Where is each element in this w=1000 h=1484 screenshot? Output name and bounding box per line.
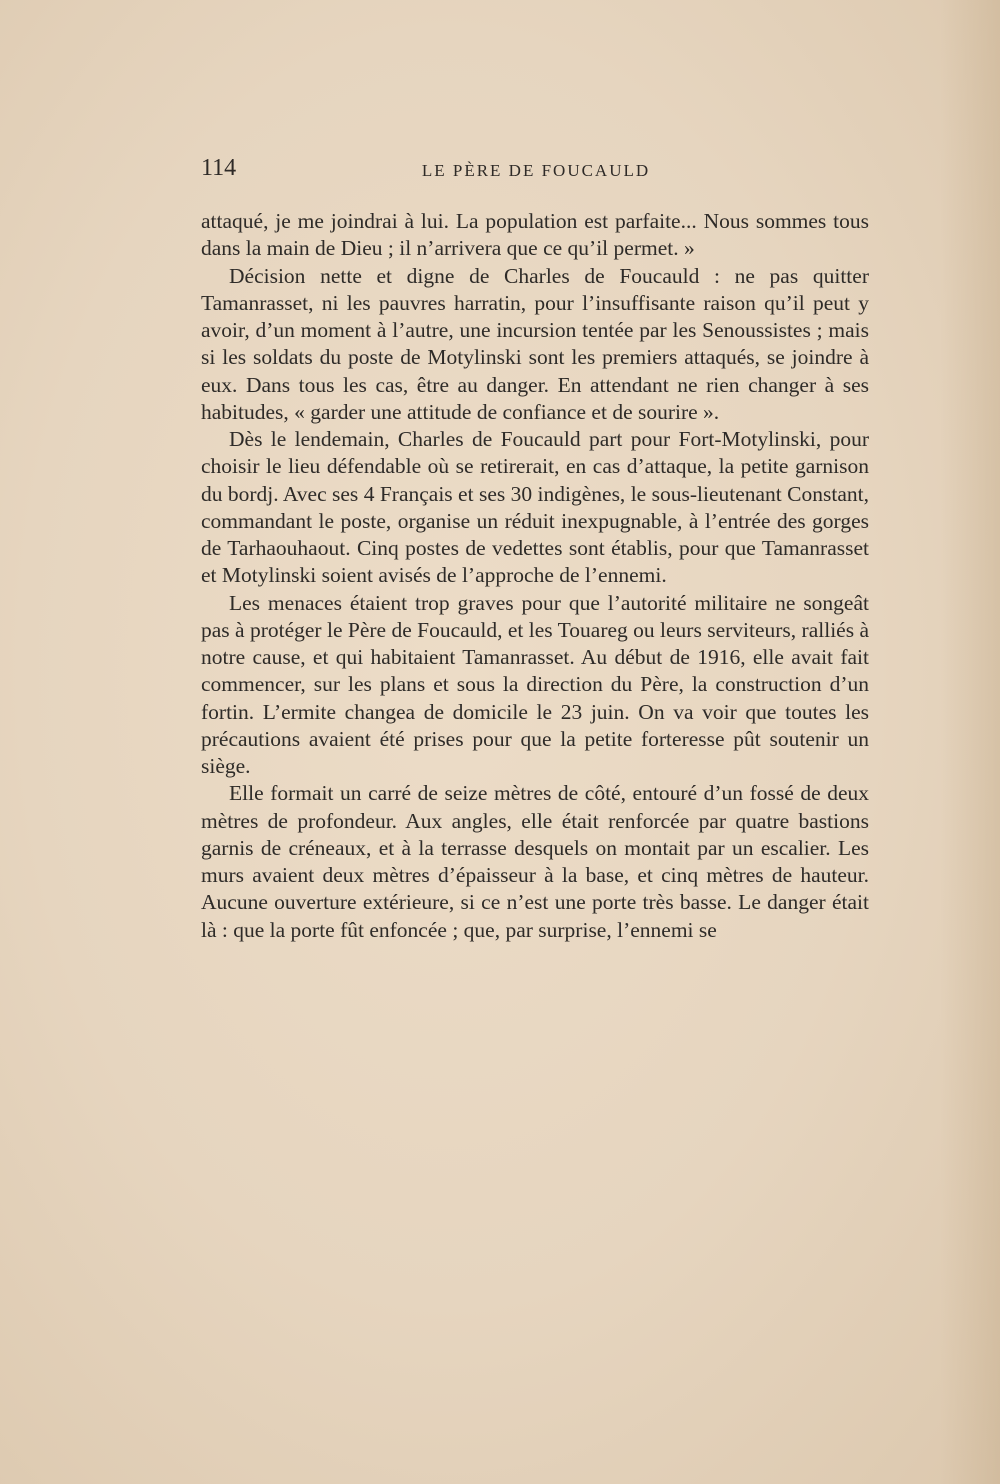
paragraph: Elle formait un carré de seize mètres de côté, entouré d’un fossé de deux mètres de profondeur. Aux angles, elle était renforcée par quatre bastions garnis de créneaux, et à la terrasse desquels on montait par un escalier. Les murs avaient deux mètres d’épaisseur à la base, et cinq mètres de hauteur. Aucune ouverture extérieure, si ce n’est une porte très basse. Le danger était là : que la porte fût enfoncée ; que, par surprise, l’ennemi se — [201, 781, 869, 942]
running-title: LE PÈRE DE FOUCAULD — [421, 161, 651, 180]
paragraph: Décision nette et digne de Charles de Foucauld : ne pas quitter Tamanrasset, ni les pauvres harratin, pour l’insuffisante raison qu’il peut y avoir, d’un moment à l’autre, une incursion tentée par les Senoussistes ; mais si les soldats du poste de Motylinski sont les premiers attaqués, se joindre à eux. Dans tous les cas, être au danger. En attendant ne rien changer à ses habitudes, « garder une attitude de confiance et de sourire ». — [201, 263, 869, 424]
page-edge-shadow — [940, 0, 1000, 1484]
page-number: 114 — [201, 155, 237, 181]
paragraph: Dès le lendemain, Charles de Foucauld part pour Fort-Motylinski, pour choisir le lieu défendable où se retirerait, en cas d’attaque, la petite garnison du bordj. Avec ses 4 Français et ses 30 indigènes, le sous-lieutenant Constant, commandant le poste, organise un réduit inexpugnable, à l’entrée des gorges de Tarhaouhaout. Cinq postes de vedettes sont établis, pour que Tamanrasset et Motylinski soient avisés de l’approche de l’ennemi. — [201, 427, 869, 588]
paragraph: attaqué, je me joindrai à lui. La population est parfaite... Nous sommes tous dans la main de Dieu ; il n’arrivera que ce qu’il permet. » — [201, 209, 869, 261]
page-header — [201, 155, 871, 187]
body-text — [201, 208, 869, 944]
paragraph: Les menaces étaient trop graves pour que l’autorité militaire ne songeât pas à protéger le Père de Foucauld, et les Touareg ou leurs serviteurs, ralliés à notre cause, et qui habitaient Tamanrasset. Au début de 1916, elle avait fait commencer, sur les plans et sous la direction du Père, la construction d’un fortin. L’ermite changea de domicile le 23 juin. On va voir que toutes les précautions avaient été prises pour que la petite forteresse pût soutenir un siège. — [201, 590, 869, 778]
